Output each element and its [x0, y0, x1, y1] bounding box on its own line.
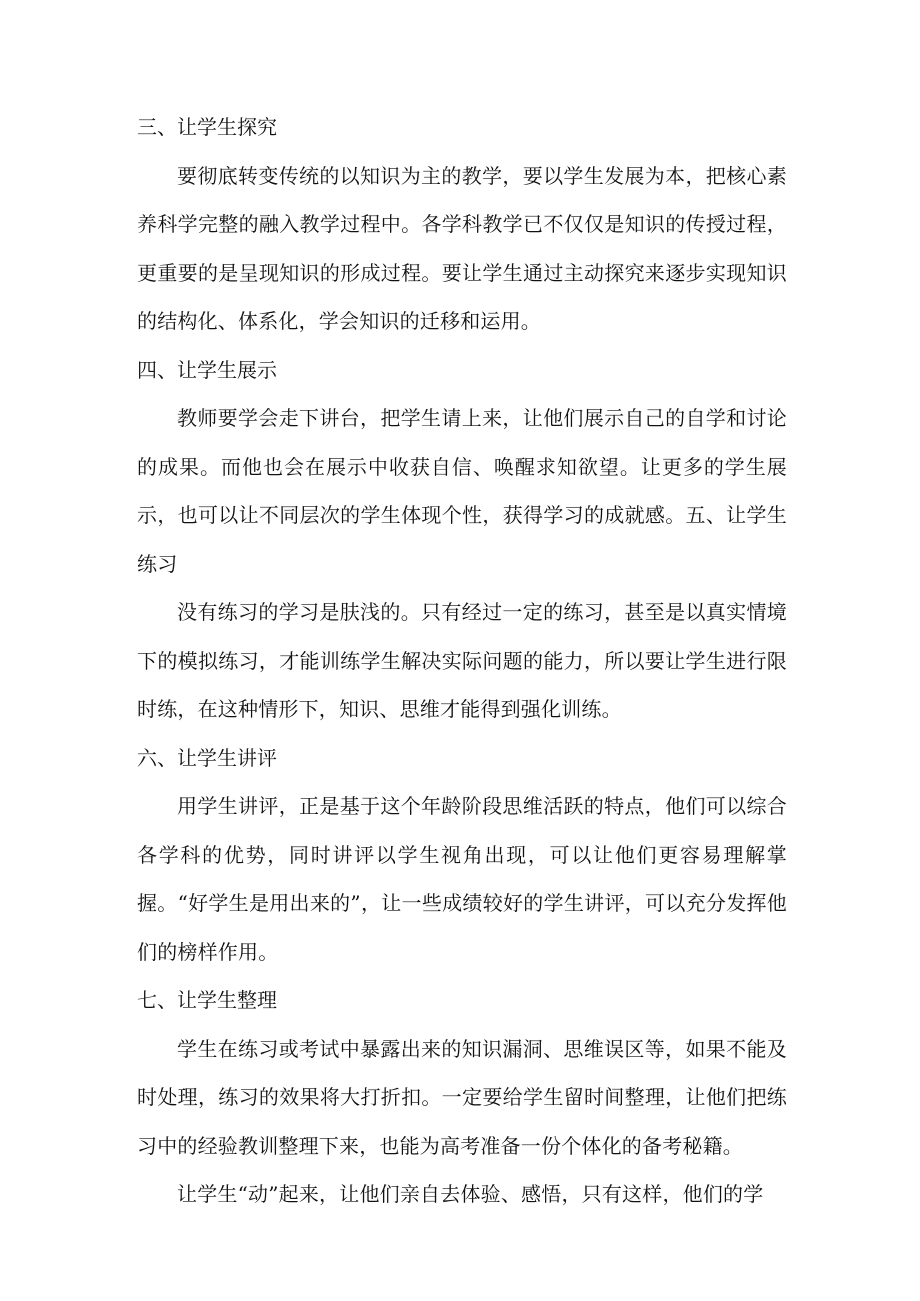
section-heading: 七、让学生整理	[137, 988, 277, 1012]
paragraph: 用学生讲评，正是基于这个年龄阶段思维活跃的特点，他们可以综合各学科的优势，同时讲评以学生视角出现，可以让他们更容易理解掌握。“好学生是用出来的”，让一些成绩较好的学生讲评，可以充分发挥他们的榜样作用。	[137, 794, 787, 964]
paragraph: 学生在练习或考试中暴露出来的知识漏洞、思维误区等，如果不能及时处理，练习的效果将大打折扣。一定要给学生留时间整理，让他们把练习中的经验教训整理下来，也能为高考准备一份个体化的备考秘籍。	[137, 1036, 787, 1158]
document-body	[137, 103, 787, 1219]
paragraph: 没有练习的学习是肤浅的。只有经过一定的练习，甚至是以真实情境下的模拟练习，才能训练学生解决实际问题的能力，所以要让学生进行限时练，在这种情形下，知识、思维才能得到强化训练。	[137, 600, 787, 721]
paragraph: 要彻底转变传统的以知识为主的教学，要以学生发展为本，把核心素养科学完整的融入教学过程中。各学科教学已不仅仅是知识的传授过程，更重要的是呈现知识的形成过程。要让学生通过主动探究来逐步实现知识的结构化、体系化，学会知识的迁移和运用。	[137, 163, 787, 333]
section-heading: 四、让学生展示	[137, 357, 277, 382]
section-heading: 六、让学生讲评	[137, 745, 277, 770]
paragraph: 教师要学会走下讲台，把学生请上来，让他们展示自己的自学和讨论的成果。而他也会在展示中收获自信、唤醒求知欲望。让更多的学生展示，也可以让不同层次的学生体现个性，获得学习的成就感。五、让学生练习	[137, 406, 787, 576]
section-explore	[137, 103, 787, 346]
section-present	[137, 346, 787, 734]
section-organize	[137, 976, 787, 1219]
section-review	[137, 734, 787, 977]
paragraph: 让学生“动”起来，让他们亲自去体验、感悟，只有这样，他们的学	[177, 1182, 764, 1206]
section-heading: 三、让学生探究	[137, 115, 277, 139]
